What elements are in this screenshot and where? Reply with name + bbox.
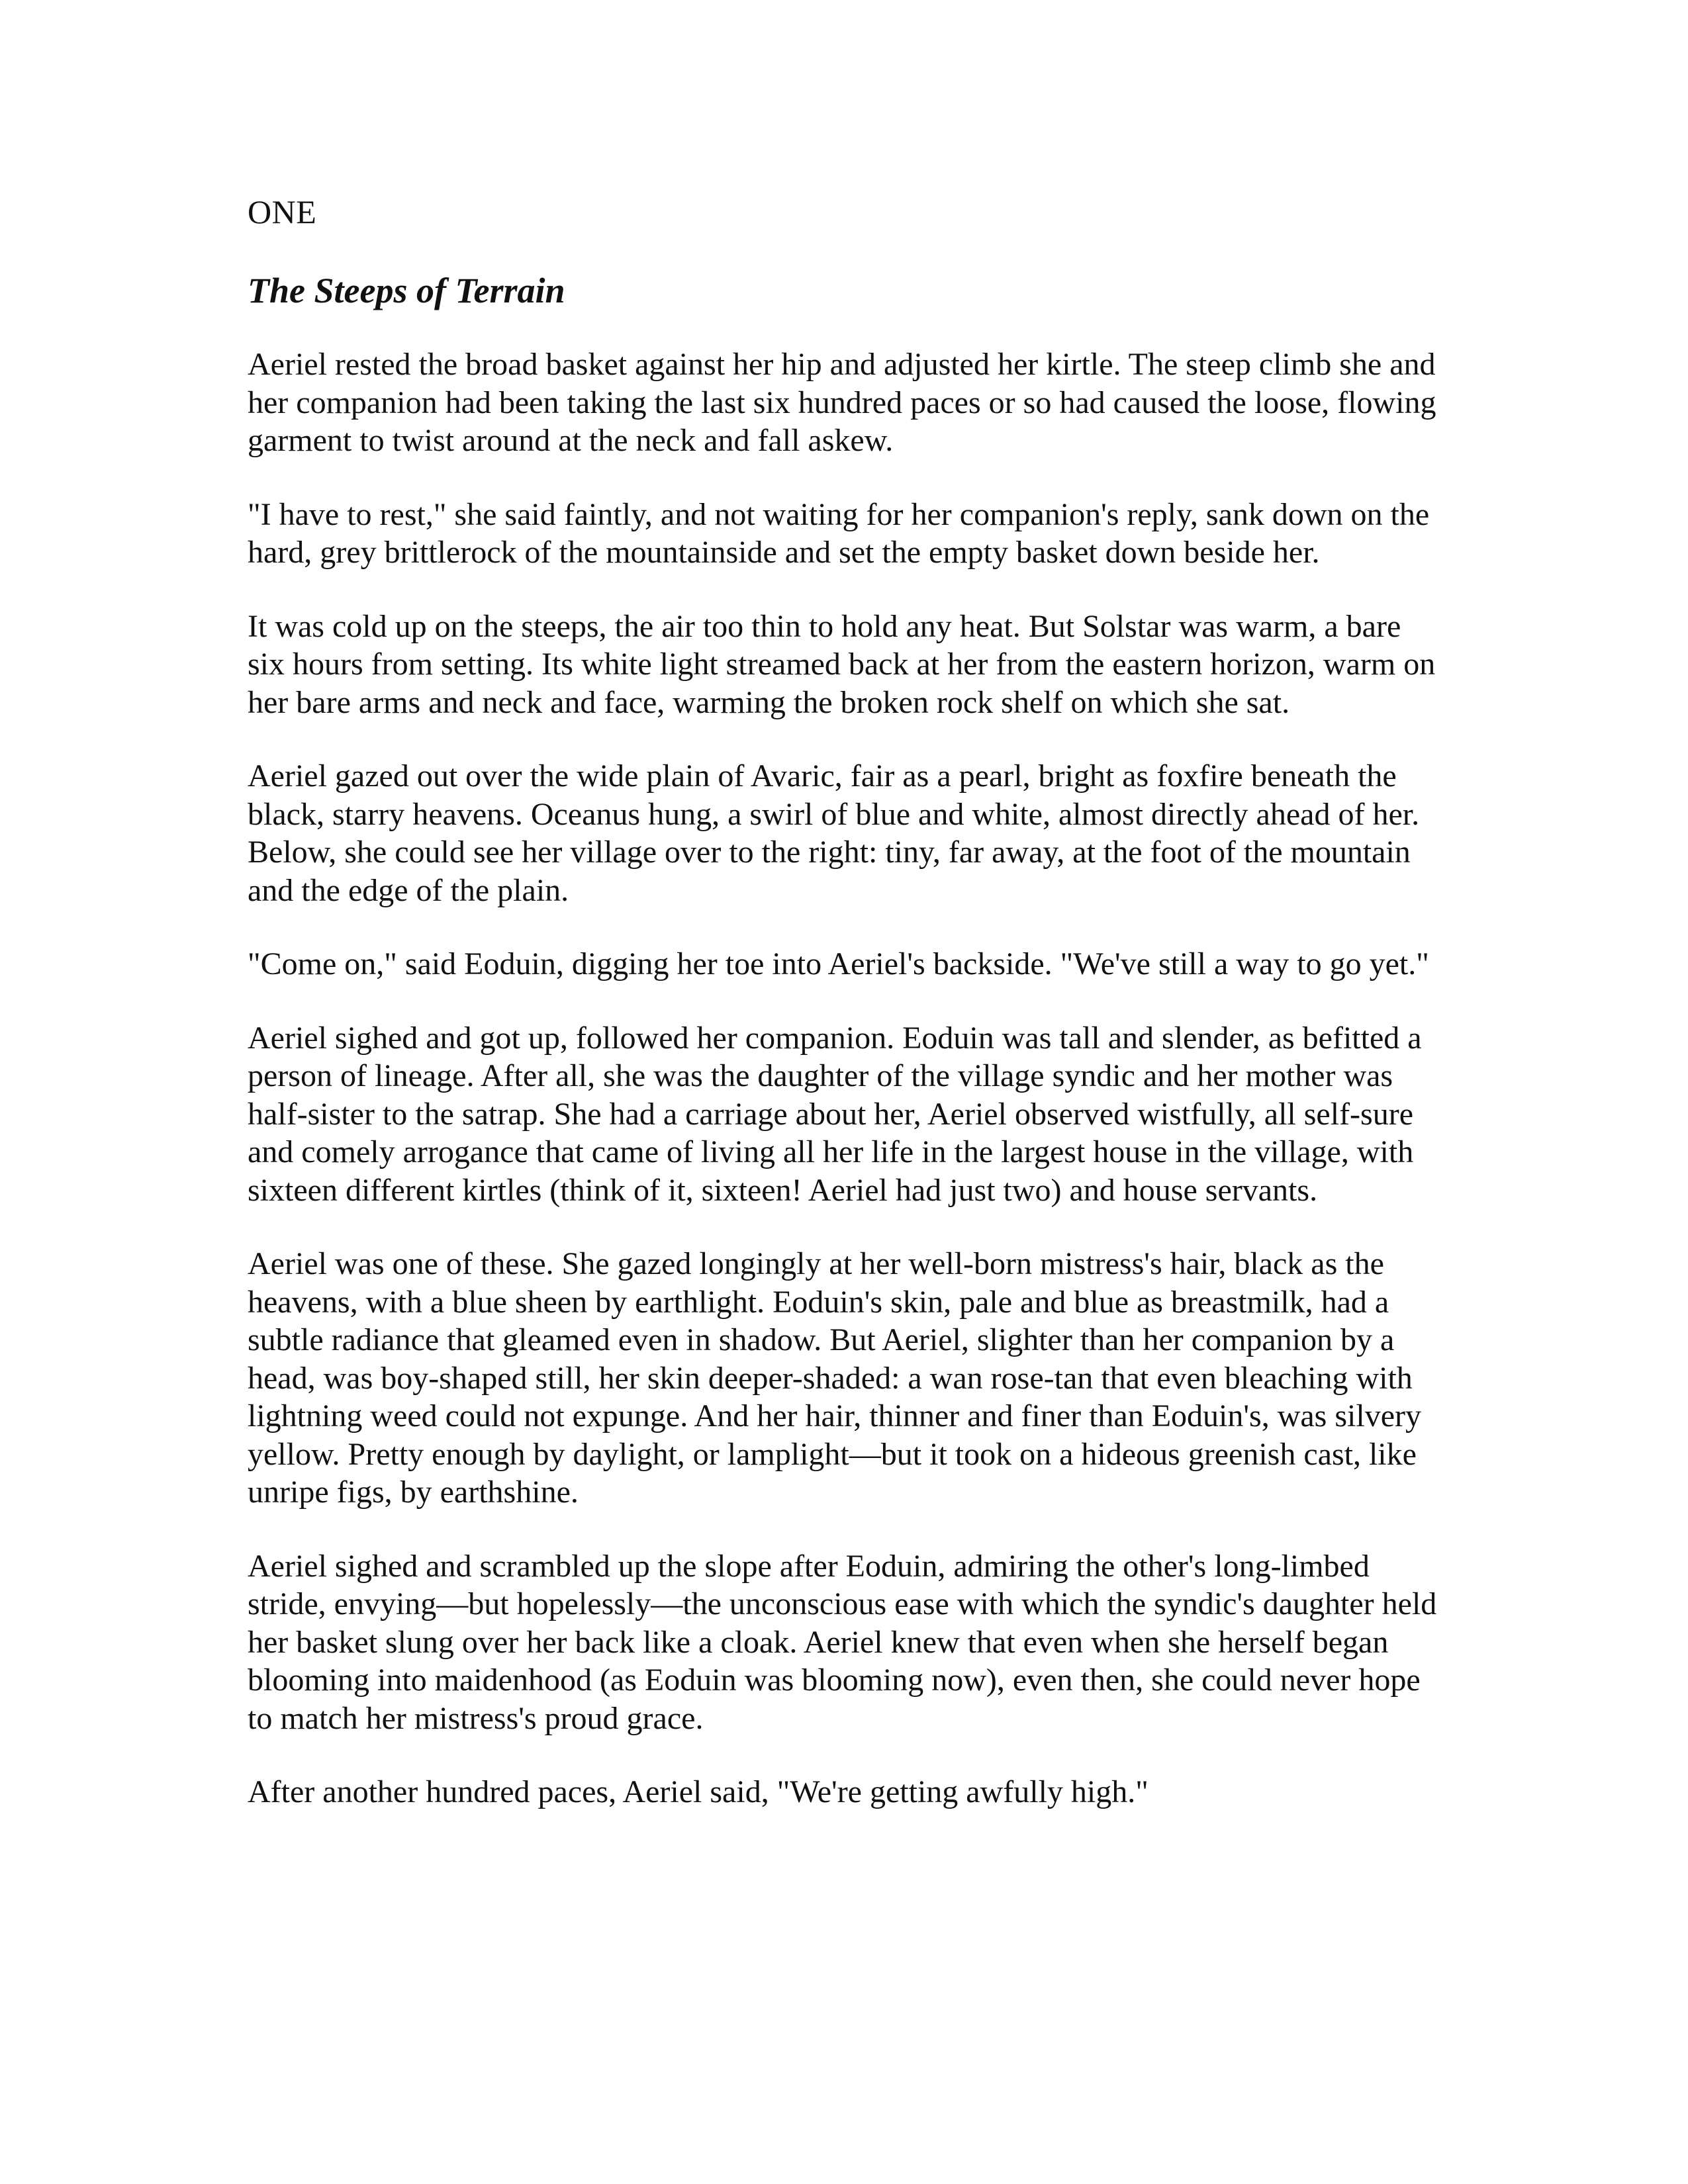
chapter-title: The Steeps of Terrain bbox=[248, 271, 565, 310]
page-content bbox=[248, 192, 1446, 1811]
paragraph: "I have to rest," she said faintly, and not waiting for her companion's reply, sank down on the hard, grey brittlerock of the mountainside and set the empty basket down beside her. bbox=[248, 496, 1430, 570]
paragraph: Aeriel was one of these. She gazed longingly at her well-born mistress's hair, black as the heavens, with a blue sheen by earthlight. Eoduin's skin, pale and blue as breastmilk, had a subtle radiance that gleamed even in shadow. But Aeriel, slighter than her companion by a head, was boy-shaped still, her skin deeper-shaded: a wan rose-tan that even bleaching with lightning weed could not expunge. And her hair, thinner and finer than Eoduin's, was silvery yellow. Pretty enough by daylight, or lamplight—but it took on a hideous greenish cast, like unripe figs, by earthshine. bbox=[248, 1246, 1421, 1510]
paragraph: After another hundred paces, Aeriel said, "We're getting awfully high." bbox=[248, 1774, 1149, 1809]
chapter-number: ONE bbox=[248, 193, 317, 230]
paragraph: Aeriel rested the broad basket against her hip and adjusted her kirtle. The steep climb she and her companion had been taking the last six hundred paces or so had caused the loose, flowing garment to twist around at the neck and fall askew. bbox=[248, 347, 1436, 458]
paragraph: It was cold up on the steeps, the air too thin to hold any heat. But Solstar was warm, a bare six hours from setting. Its white light streamed back at her from the eastern horizon, warm on her bare arms and neck and face, warming the broken rock shelf on which she sat. bbox=[248, 608, 1436, 720]
paragraph: Aeriel gazed out over the wide plain of Avaric, fair as a pearl, bright as foxfire beneath the black, starry heavens. Oceanus hung, a swirl of blue and white, almost directly ahead of her. Below, she could see her village over to the right: tiny, far away, at the foot of the mountain and the edge of the plain. bbox=[248, 758, 1420, 908]
paragraph: Aeriel sighed and scrambled up the slope after Eoduin, admiring the other's long-limbed stride, envying—but hopelessly—the unconscious ease with which the syndic's daughter held her basket slung over her back like a cloak. Aeriel knew that even when she herself began blooming into maidenhood (as Eoduin was blooming now), even then, she could never hope to match her mistress's proud grace. bbox=[248, 1548, 1437, 1736]
paragraph: "Come on," said Eoduin, digging her toe into Aeriel's backside. "We've still a way to go yet." bbox=[248, 946, 1429, 981]
paragraph: Aeriel sighed and got up, followed her companion. Eoduin was tall and slender, as befitted a person of lineage. After all, she was the daughter of the village syndic and her mother was half-sister to the satrap. She had a carriage about her, Aeriel observed wistfully, all self-sure and comely arrogance that came of living all her life in the largest house in the village, with sixteen different kirtles (think of it, sixteen! Aeriel had just two) and house servants. bbox=[248, 1020, 1422, 1208]
